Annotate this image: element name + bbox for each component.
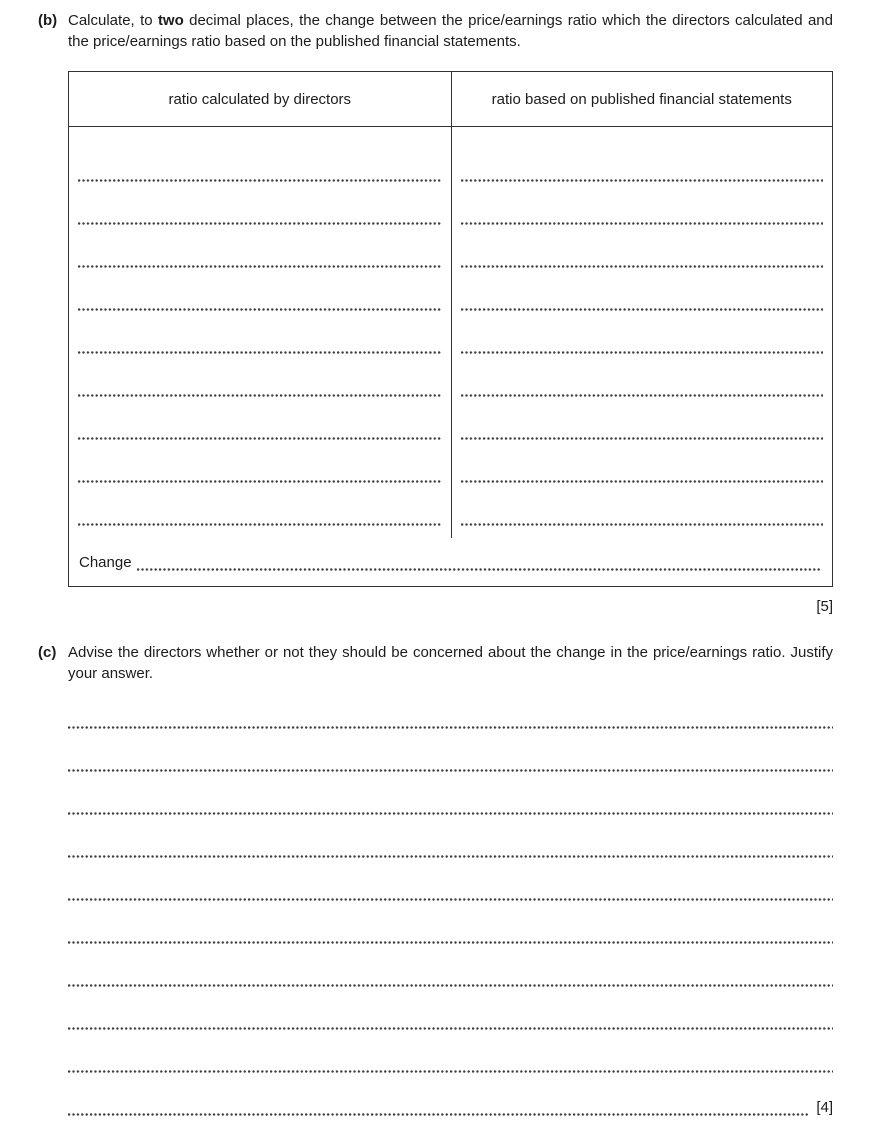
dotted-rule [78,523,442,526]
answer-line [78,442,442,485]
column-header-directors: ratio calculated by directors [168,90,352,108]
answer-line [68,903,833,946]
dotted-rule [78,308,442,311]
dotted-rule [461,308,824,311]
question-b [38,10,833,617]
answer-line [461,442,824,485]
answer-line [461,313,824,356]
dotted-rule [461,222,824,225]
dotted-rule [461,179,824,182]
dotted-rule [78,351,442,354]
answer-table-header [69,72,832,127]
question-c-answer-lines [68,688,833,1075]
dotted-rule [68,1027,833,1030]
answer-line [78,141,442,184]
question-c [38,642,833,1118]
answer-column-published [451,127,833,538]
dotted-rule [461,480,824,483]
answer-line [78,227,442,270]
dotted-rule [68,726,833,729]
dotted-rule [78,480,442,483]
dotted-rule [78,394,442,397]
dotted-rule [78,437,442,440]
dotted-rule [68,898,833,901]
answer-line [68,817,833,860]
dotted-rule [461,523,824,526]
change-label: Change [79,554,132,571]
dotted-rule [461,265,824,268]
answer-line [68,1113,810,1116]
question-c-text: Advise the directors whether or not they should be concerned about the change in the price/earnings ratio. Justify your answer. [68,644,833,682]
dotted-rule [78,179,442,182]
question-b-label: (b) [38,12,58,29]
answer-line [68,860,833,903]
dotted-rule [68,855,833,858]
answer-line [78,313,442,356]
answer-line [78,399,442,442]
dotted-rule [68,984,833,987]
answer-table-body [69,127,832,538]
dotted-rule [68,941,833,944]
question-b-text [68,10,833,52]
question-b-bold-word: two [157,12,184,29]
answer-line [78,184,442,227]
dotted-rule [78,265,442,268]
change-answer-line [137,568,822,571]
change-row [69,538,832,586]
dotted-rule [461,394,824,397]
dotted-rule [461,437,824,440]
question-b-text-start: Calculate, to [68,12,158,29]
question-c-label: (c) [38,644,57,661]
answer-table [68,71,833,587]
question-b-marks: [5] [816,598,833,615]
answer-line [78,356,442,399]
answer-line [78,270,442,313]
dotted-rule [68,812,833,815]
answer-line [68,731,833,774]
dotted-rule [68,769,833,772]
answer-line [461,227,824,270]
column-header-published: ratio based on published financial statements [451,72,833,126]
answer-line [461,141,824,184]
dotted-rule [461,351,824,354]
answer-line [68,1032,833,1075]
answer-line [461,184,824,227]
answer-line [461,485,824,528]
question-c-final-line [68,1075,833,1118]
answer-line [78,485,442,528]
answer-line [461,270,824,313]
answer-line [68,946,833,989]
answer-line [68,989,833,1032]
answer-line [461,356,824,399]
answer-column-directors [69,127,451,538]
question-c-marks: [4] [816,1099,833,1116]
dotted-rule [78,222,442,225]
dotted-rule [68,1070,833,1073]
answer-line [461,399,824,442]
answer-line [68,774,833,817]
question-b-text-end: decimal places, the change between the price/earnings ratio which the directors calculated and the price/earnings ratio based on the published financial statements. [68,12,833,50]
answer-line [68,688,833,731]
